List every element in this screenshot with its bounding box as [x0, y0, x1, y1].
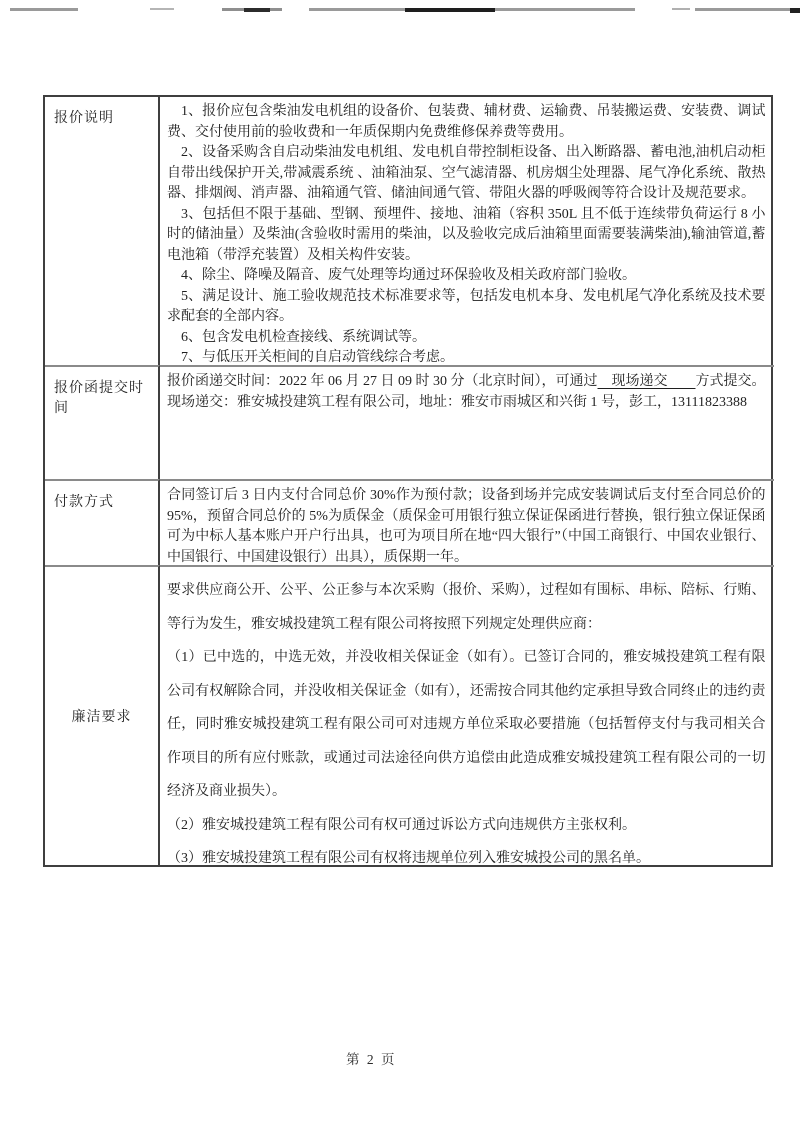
submission-method-underlined: 现场递交 — [597, 374, 696, 389]
quotation-info-table — [43, 95, 773, 867]
row-content-integrity-requirements — [160, 565, 774, 865]
paragraph: 2、设备采购含自启动柴油发电机组、发电机自带控制柜设备、出入断路器、蓄电池,油机启动柜自带出线保护开关,带减震系统 、油箱油泵、空气滤清器、机房烟尘处理器、尾气净化系统、散热器、排烟阀、消声器、油箱通气管、储油间通气管、带阻火器的呼吸阀等符合设计及规范要求。 — [167, 145, 766, 201]
row-label-quotation-notes: 报价说明 — [45, 97, 160, 365]
submission-method-suffix: 方式提交。 — [695, 374, 766, 389]
row-label-payment-method: 付款方式 — [45, 479, 160, 565]
scan-artifact — [672, 8, 690, 10]
scan-artifact — [790, 8, 800, 13]
paragraph: 要求供应商公开、公平、公正参与本次采购（报价、采购），过程如有围标、串标、陪标、行贿、等行为发生，雅安城投建筑工程有限公司将按照下列规定处理供应商： — [167, 583, 766, 632]
scan-artifact — [244, 8, 270, 12]
row-content-payment-method — [160, 479, 774, 565]
paragraph: （1）已中选的，中选无效，并没收相关保证金（如有）。已签订合同的，雅安城投建筑工程有限公司有权解除合同，并没收相关保证金（如有），还需按合同其他约定承担导致合同终止的违约责任，同时雅安城投建筑工程有限公司可对违规方单位采取必要措施（包括暂停支付与我司相关合作项目的所有应付账款，或通过司法途径向供方追偿由此造成雅安城投建筑工程有限公司的一切经济及商业损失）。 — [167, 650, 766, 799]
row-label-integrity-requirements: 廉洁要求 — [45, 565, 160, 865]
row-label-submission-time: 报价函提交时间 — [45, 365, 160, 479]
paragraph: （2）雅安城投建筑工程有限公司有权可通过诉讼方式向违规供方主张权利。 — [167, 817, 636, 833]
paragraph: 3、包括但不限于基础、型钢、预埋件、接地、油箱（容积 350L 且不低于连续带负荷运行 8 小时的储油量）及柴油(含验收时需用的柴油，以及验收完成后油箱里面需要装满柴油),输油管道,蓄电池箱（带浮充装置）及相关构件安装。 — [167, 206, 766, 263]
scan-artifact — [10, 8, 78, 11]
submission-time-text: 报价函递交时间：2022 年 06 月 27 日 09 时 30 分（北京时间），可通过 — [167, 374, 598, 389]
row-content-quotation-notes — [160, 97, 774, 365]
paragraph: （3）雅安城投建筑工程有限公司有权将违规单位列入雅安城投公司的黑名单。 — [167, 851, 650, 866]
paragraph: 4、除尘、降噪及隔音、废气处理等均通过环保验收及相关政府部门验收。 — [181, 268, 636, 283]
paragraph: 7、与低压开关柜间的自启动管线综合考虑。 — [181, 350, 454, 365]
paragraph: 合同签订后 3 日内支付合同总价 30%作为预付款；设备到场并完成安装调试后支付至合同总价的 95%，预留合同总价的 5%为质保金（质保金可用银行独立保证保函进行替换，银行独立保证保函可为中标人基本账户开户行出具，也可为项目所在地“四大银行”（中国工商银行、中国农业银行、中国银行、中国建设银行）出具），质保期一年。 — [167, 488, 766, 565]
paragraph: 5、满足设计、施工验收规范技术标准要求等，包括发电机本身、发电机尾气净化系统及技术要求配套的全部内容。 — [167, 288, 766, 324]
paragraph: 1、报价应包含柴油发电机组的设备价、包装费、辅材费、运输费、吊装搬运费、安装费、调试费、交付使用前的验收费和一年质保期内免费维修保养费等费用。 — [167, 104, 766, 140]
paragraph: 6、包含发电机检查接线、系统调试等。 — [181, 329, 426, 345]
scan-artifact — [695, 8, 800, 11]
scan-artifact — [405, 8, 495, 12]
submission-address-line: 现场递交：雅安城投建筑工程有限公司，地址：雅安市雨城区和兴街 1 号，彭工，13111823388 — [167, 394, 747, 410]
submission-time-line — [167, 372, 766, 393]
scan-artifact — [150, 8, 174, 10]
row-content-submission-time — [160, 365, 774, 479]
page-number: 第 2 页 — [346, 1052, 397, 1067]
